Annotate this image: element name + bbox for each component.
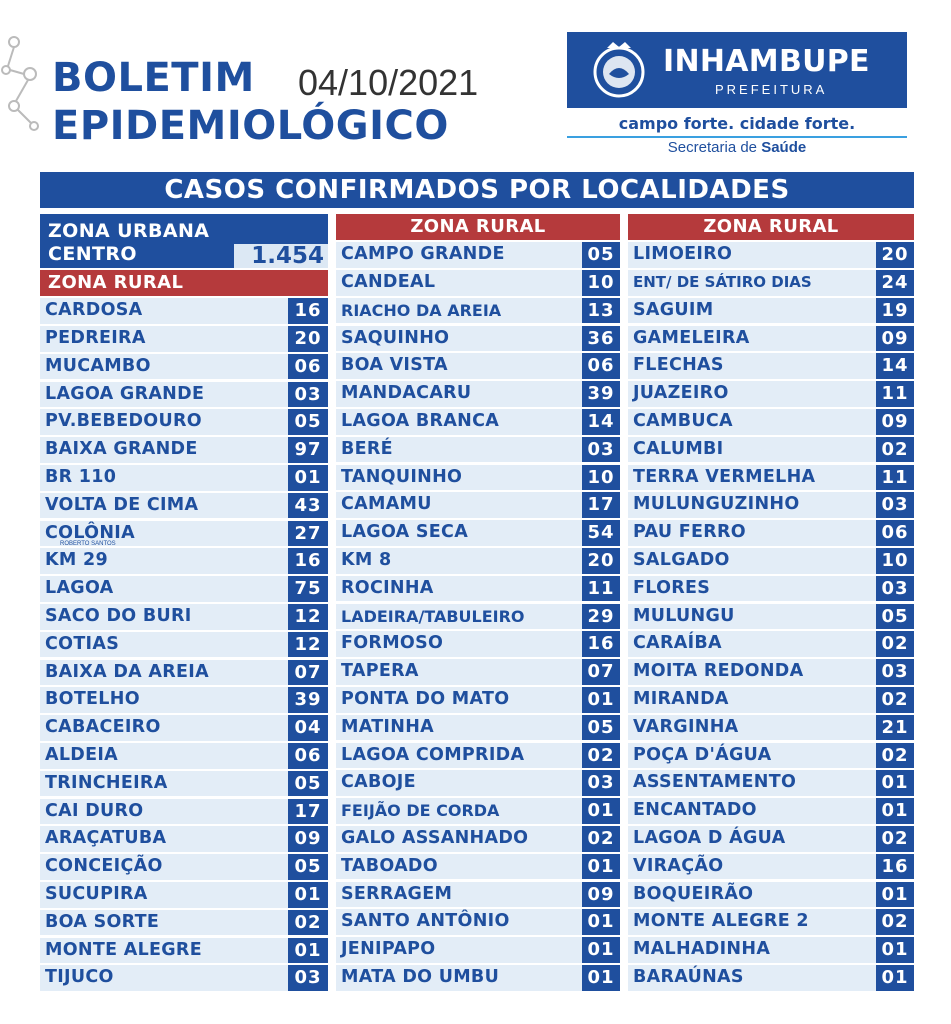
table-row	[40, 743, 328, 769]
table-row	[628, 743, 914, 769]
locality-name: COTIAS	[45, 633, 120, 654]
table-row	[336, 770, 620, 796]
case-count: 16	[876, 854, 914, 880]
table-row	[336, 326, 620, 352]
table-row	[336, 798, 620, 824]
locality-name: TABOADO	[341, 855, 438, 876]
locality-name: MUCAMBO	[45, 355, 151, 376]
locality-name: POÇA D'ÁGUA	[633, 744, 772, 765]
table-row	[40, 687, 328, 713]
locality-list	[40, 298, 328, 991]
case-count: 27	[288, 521, 328, 547]
table-row	[628, 909, 914, 935]
table-row	[40, 632, 328, 658]
colonia-subtitle: ROBERTO SANTOS	[60, 541, 116, 547]
table-row	[628, 353, 914, 379]
case-count: 02	[876, 743, 914, 769]
table-row	[628, 604, 914, 630]
locality-name: LAGOA GRANDE	[45, 383, 205, 404]
table-row	[336, 298, 620, 324]
locality-name: BERÉ	[341, 438, 393, 459]
locality-name: MANDACARU	[341, 383, 472, 404]
case-count: 06	[288, 354, 328, 380]
case-count: 10	[582, 465, 620, 491]
table-row	[40, 548, 328, 574]
case-count: 20	[582, 548, 620, 574]
case-count: 75	[288, 576, 328, 602]
locality-name: TERRA VERMELHA	[633, 466, 816, 487]
case-count: 39	[288, 687, 328, 713]
case-count: 04	[288, 715, 328, 741]
table-row	[336, 242, 620, 268]
locality-name: SERRAGEM	[341, 883, 453, 904]
case-count: 07	[582, 659, 620, 685]
locality-name: GALO ASSANHADO	[341, 828, 529, 849]
locality-name: COLÔNIA	[45, 522, 135, 543]
table-row	[40, 493, 328, 519]
locality-name: LAGOA BRANCA	[341, 411, 500, 432]
locality-name: CAMPO GRANDE	[341, 244, 505, 265]
table-row	[336, 381, 620, 407]
table-row	[628, 242, 914, 268]
slogan-divider	[567, 136, 907, 138]
bulletin-date: 04/10/2021	[298, 62, 479, 103]
locality-name: ROCINHA	[341, 577, 434, 598]
locality-name: FEIJÃO DE CORDA	[341, 801, 500, 821]
locality-name: MONTE ALEGRE	[45, 939, 202, 960]
rural-zone-header: ZONA RURAL	[628, 214, 914, 240]
case-count: 16	[582, 631, 620, 657]
secretaria-strong: Saúde	[761, 139, 807, 156]
table-row	[628, 687, 914, 713]
case-count: 02	[876, 687, 914, 713]
locality-name: KM 8	[341, 550, 392, 571]
table-row	[336, 659, 620, 685]
case-count: 01	[876, 882, 914, 908]
case-count: 05	[288, 409, 328, 435]
table-row	[40, 715, 328, 741]
centro-label: CENTRO	[48, 243, 137, 265]
case-count: 03	[288, 382, 328, 408]
case-count: 54	[582, 520, 620, 546]
case-count: 12	[288, 604, 328, 630]
table-row	[336, 826, 620, 852]
case-count: 11	[582, 576, 620, 602]
case-count: 01	[582, 909, 620, 935]
centro-value: 1.454	[234, 244, 328, 268]
table-row	[40, 854, 328, 880]
locality-name: BOA SORTE	[45, 911, 160, 932]
locality-name: CARDOSA	[45, 300, 143, 321]
table-row	[40, 910, 328, 936]
table-row	[336, 882, 620, 908]
locality-name: BAIXA GRANDE	[45, 439, 198, 460]
case-count: 13	[582, 298, 620, 324]
table-row	[40, 298, 328, 324]
case-count: 21	[876, 715, 914, 741]
table-row	[628, 854, 914, 880]
locality-name: VARGINHA	[633, 716, 739, 737]
table-row	[336, 576, 620, 602]
table-row	[40, 660, 328, 686]
locality-name: SANTO ANTÔNIO	[341, 911, 510, 932]
table-row	[628, 465, 914, 491]
case-count: 03	[582, 770, 620, 796]
table-row	[336, 409, 620, 435]
locality-name: ENCANTADO	[633, 800, 757, 821]
case-count: 05	[288, 771, 328, 797]
case-count: 20	[876, 242, 914, 268]
case-count: 09	[876, 326, 914, 352]
locality-name: MOITA REDONDA	[633, 661, 804, 682]
table-row	[40, 965, 328, 991]
table-row	[336, 437, 620, 463]
case-count: 03	[288, 965, 328, 991]
locality-name: TAPERA	[341, 661, 419, 682]
table-row	[336, 520, 620, 546]
locality-name: CANDEAL	[341, 272, 436, 293]
table-row	[336, 909, 620, 935]
secretaria-label	[567, 139, 907, 156]
case-count: 01	[288, 465, 328, 491]
table-row	[336, 548, 620, 574]
case-count: 24	[876, 270, 914, 296]
case-count: 02	[288, 910, 328, 936]
case-count: 02	[876, 909, 914, 935]
case-count: 43	[288, 493, 328, 519]
locality-name: KM 29	[45, 550, 108, 571]
locality-name: MATINHA	[341, 716, 434, 737]
locality-name: CABOJE	[341, 772, 416, 793]
locality-name: CAMAMU	[341, 494, 432, 515]
table-row	[628, 576, 914, 602]
case-count: 11	[876, 381, 914, 407]
locality-name: MULUNGUZINHO	[633, 494, 800, 515]
table-row	[40, 938, 328, 964]
locality-name: TRINCHEIRA	[45, 772, 168, 793]
case-count: 09	[876, 409, 914, 435]
case-count: 01	[876, 770, 914, 796]
table-row	[40, 409, 328, 435]
prefeitura-label: PREFEITURA	[715, 82, 828, 97]
locality-name: JUAZEIRO	[633, 383, 729, 404]
case-count: 06	[876, 520, 914, 546]
locality-name: MULUNGU	[633, 605, 735, 626]
table-row	[336, 715, 620, 741]
case-count: 03	[876, 659, 914, 685]
case-count: 06	[582, 353, 620, 379]
case-count: 17	[582, 492, 620, 518]
locality-name: CALUMBI	[633, 438, 724, 459]
locality-name: JENIPAPO	[341, 939, 436, 960]
locality-name: VOLTA DE CIMA	[45, 494, 199, 515]
table-row	[628, 298, 914, 324]
table-row	[628, 965, 914, 991]
table-row	[336, 965, 620, 991]
table-row	[628, 326, 914, 352]
case-count: 39	[582, 381, 620, 407]
case-count: 02	[582, 826, 620, 852]
case-count: 16	[288, 298, 328, 324]
locality-name: LAGOA COMPRIDA	[341, 744, 525, 765]
prefeitura-logo	[567, 32, 907, 108]
locality-name: MIRANDA	[633, 689, 729, 710]
locality-name: LAGOA SECA	[341, 522, 469, 543]
case-count: 10	[582, 270, 620, 296]
locality-name: TIJUCO	[45, 967, 114, 988]
table-row	[40, 437, 328, 463]
table-row	[628, 409, 914, 435]
case-count: 19	[876, 298, 914, 324]
table-row	[628, 631, 914, 657]
locality-name: PAU FERRO	[633, 522, 746, 543]
table-row	[628, 270, 914, 296]
table-row	[628, 937, 914, 963]
locality-name: ARAÇATUBA	[45, 828, 167, 849]
table-row	[628, 770, 914, 796]
locality-name: CAI DURO	[45, 800, 144, 821]
table-row	[628, 492, 914, 518]
case-count: 05	[288, 854, 328, 880]
table-row	[336, 270, 620, 296]
table-row	[336, 465, 620, 491]
table-row	[336, 743, 620, 769]
table-row	[628, 381, 914, 407]
table-row	[336, 604, 620, 630]
locality-name: FORMOSO	[341, 633, 444, 654]
locality-name: BOA VISTA	[341, 355, 448, 376]
locality-name: BOQUEIRÃO	[633, 883, 754, 904]
locality-name: MATA DO UMBU	[341, 967, 500, 988]
secretaria-prefix: Secretaria de	[667, 139, 758, 156]
table-row	[336, 353, 620, 379]
case-count: 03	[582, 437, 620, 463]
case-count: 01	[876, 965, 914, 991]
table-row	[40, 465, 328, 491]
case-count: 97	[288, 437, 328, 463]
case-count: 02	[582, 743, 620, 769]
table-row	[628, 548, 914, 574]
case-count: 02	[876, 826, 914, 852]
case-count: 02	[876, 631, 914, 657]
locality-name: RIACHO DA AREIA	[341, 300, 502, 320]
table-row	[628, 715, 914, 741]
table-row	[336, 631, 620, 657]
case-count: 05	[876, 604, 914, 630]
table-row	[40, 771, 328, 797]
locality-name: CONCEIÇÃO	[45, 856, 163, 877]
locality-name: MONTE ALEGRE 2	[633, 911, 809, 932]
table-row	[336, 854, 620, 880]
locality-name: TANQUINHO	[341, 466, 463, 487]
locality-name: CABACEIRO	[45, 717, 161, 738]
locality-name: LADEIRA/TABULEIRO	[341, 606, 525, 626]
table-row	[336, 937, 620, 963]
locality-name: SALGADO	[633, 550, 730, 571]
title-line-1: BOLETIM	[52, 55, 255, 101]
case-count: 01	[582, 687, 620, 713]
locality-name: GAMELEIRA	[633, 327, 750, 348]
table-row	[336, 687, 620, 713]
table-row	[40, 604, 328, 630]
locality-name: FLECHAS	[633, 355, 724, 376]
case-count: 14	[876, 353, 914, 379]
case-count: 05	[582, 242, 620, 268]
case-count: 17	[288, 799, 328, 825]
table-row	[40, 882, 328, 908]
table-row	[628, 520, 914, 546]
case-count: 03	[876, 492, 914, 518]
table-row	[40, 799, 328, 825]
locality-name: PV.BEBEDOURO	[45, 411, 202, 432]
case-count: 36	[582, 326, 620, 352]
locality-name: ALDEIA	[45, 745, 119, 766]
case-count: 01	[876, 937, 914, 963]
urban-zone-label: ZONA URBANA	[48, 220, 210, 242]
table-row	[628, 798, 914, 824]
locality-list	[336, 242, 620, 990]
case-count: 01	[582, 937, 620, 963]
locality-name: VIRAÇÃO	[633, 855, 724, 876]
section-banner: CASOS CONFIRMADOS POR LOCALIDADES	[40, 172, 914, 208]
case-count: 07	[288, 660, 328, 686]
case-count: 02	[876, 437, 914, 463]
table-row	[40, 326, 328, 352]
table-row	[336, 492, 620, 518]
city-coat-of-arms-icon	[587, 38, 651, 102]
locality-name: BR 110	[45, 467, 117, 488]
column-1	[40, 214, 328, 991]
locality-name: SUCUPIRA	[45, 884, 148, 905]
table-row	[40, 382, 328, 408]
table-row	[628, 437, 914, 463]
urban-zone-header	[40, 214, 328, 268]
column-2	[336, 214, 620, 991]
locality-name: BOTELHO	[45, 689, 140, 710]
locality-name: SACO DO BURI	[45, 606, 192, 627]
case-count: 01	[288, 938, 328, 964]
locality-name: LAGOA	[45, 578, 114, 599]
locality-name: PEDREIRA	[45, 328, 146, 349]
case-count: 01	[582, 854, 620, 880]
locality-name: ASSENTAMENTO	[633, 772, 797, 793]
column-3	[628, 214, 914, 991]
table-row	[628, 826, 914, 852]
case-count: 12	[288, 632, 328, 658]
title-line-2: EPIDEMIOLÓGICO	[52, 103, 449, 149]
case-count: 10	[876, 548, 914, 574]
case-count: 11	[876, 465, 914, 491]
case-count: 20	[288, 326, 328, 352]
case-count: 09	[582, 882, 620, 908]
table-row	[628, 659, 914, 685]
table-row	[40, 354, 328, 380]
rural-zone-header: ZONA RURAL	[336, 214, 620, 240]
case-count: 01	[582, 965, 620, 991]
virus-illustration-icon	[0, 30, 50, 150]
locality-name: LIMOEIRO	[633, 244, 733, 265]
table-row	[628, 882, 914, 908]
case-count: 06	[288, 743, 328, 769]
locality-name: SAGUIM	[633, 299, 714, 320]
locality-name: CARAÍBA	[633, 633, 722, 654]
city-name: INHAMBUPE	[663, 44, 870, 79]
case-count: 03	[876, 576, 914, 602]
slogan: campo forte. cidade forte.	[618, 114, 856, 133]
case-count: 05	[582, 715, 620, 741]
table-row	[40, 826, 328, 852]
case-count: 01	[582, 798, 620, 824]
case-count: 01	[288, 882, 328, 908]
locality-name: BARAÚNAS	[633, 967, 744, 988]
table-row	[40, 576, 328, 602]
case-count: 16	[288, 548, 328, 574]
case-count: 01	[876, 798, 914, 824]
locality-name: PONTA DO MATO	[341, 689, 510, 710]
locality-name: ENT/ DE SÁTIRO DIAS	[633, 273, 812, 292]
locality-name: BAIXA DA AREIA	[45, 661, 209, 682]
rural-zone-header: ZONA RURAL	[40, 270, 328, 296]
locality-name: MALHADINHA	[633, 939, 771, 960]
locality-name: SAQUINHO	[341, 327, 450, 348]
locality-list	[628, 242, 914, 990]
case-count: 29	[582, 604, 620, 630]
case-count: 09	[288, 826, 328, 852]
locality-name: FLORES	[633, 577, 711, 598]
locality-name: LAGOA D ÁGUA	[633, 828, 786, 849]
locality-name: CAMBUCA	[633, 411, 733, 432]
case-count: 14	[582, 409, 620, 435]
